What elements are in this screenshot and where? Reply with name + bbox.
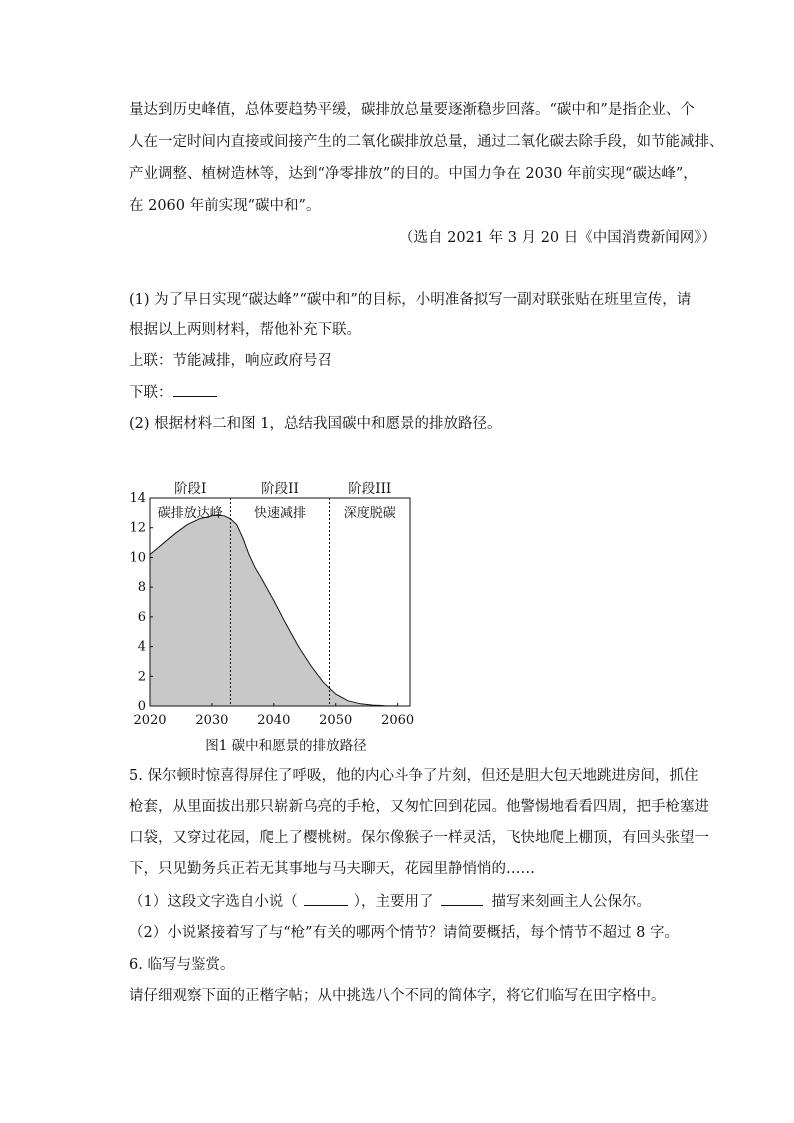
q5-line-1: 5. 保尔顿时惊喜得屏住了呼吸，他的内心斗争了片刻，但还是胆大包天地跳进房间，抓住 <box>129 768 699 784</box>
x-tick-label: 2050 <box>319 713 353 728</box>
x-tick-label: 2060 <box>381 713 415 728</box>
q5-sub1-part-b: ），主要用了 <box>353 894 434 910</box>
description-method-blank[interactable] <box>441 891 483 906</box>
passage-line-2: 人在一定时间内直接或间接产生的二氧化碳排放总量，通过二氧化碳去除手段，如节能减排、 <box>129 134 724 150</box>
stage-name-3: 阶段III <box>348 481 392 497</box>
stage-label-1: 碳排放达峰 <box>157 506 223 521</box>
y-tick-label: 10 <box>129 550 146 566</box>
y-tick-label: 14 <box>129 491 146 506</box>
lower-couplet-label: 下联： <box>129 385 173 401</box>
novel-title-blank[interactable] <box>304 891 348 906</box>
x-tick-label: 2040 <box>257 713 291 728</box>
stage-label-3: 深度脱碳 <box>343 506 396 521</box>
y-tick-label: 2 <box>137 669 146 685</box>
q1-text-line-2: 根据以上两则材料，帮他补充下联。 <box>129 322 361 338</box>
stage-name-1: 阶段I <box>174 481 207 497</box>
y-tick-label: 0 <box>137 699 146 714</box>
passage-line-3: 产业调整、植树造林等，达到“净零排放”的目的。中国力争在 2030 年前实现“碳达峰”， <box>129 166 698 182</box>
passage-source: （选自 2021 年 3 月 20 日《中国消费新闻网》） <box>399 230 716 246</box>
lower-couplet-row <box>129 382 217 403</box>
emission-chart <box>128 478 428 758</box>
q5-line-3: 口袋，又穿过花园，爬上了樱桃树。保尔像猴子一样灵活，飞快地爬上棚顶，有回头张望一 <box>129 830 709 846</box>
passage-line-4: 在 2060 年前实现“碳中和”。 <box>129 198 321 214</box>
y-tick-label: 12 <box>129 520 146 536</box>
q5-line-2: 枪套，从里面拔出那只崭新乌亮的手枪，又匆忙回到花园。他警惕地看看四周，把手枪塞进 <box>129 799 709 815</box>
stage-label-2: 快速减排 <box>253 506 307 521</box>
chart-caption: 图1 碳中和愿景的排放路径 <box>205 738 367 754</box>
y-tick-label: 4 <box>137 639 146 655</box>
q5-sub1-part-a: （1）这段文字选自小说（ <box>129 894 298 910</box>
upper-couplet: 上联：节能减排，响应政府号召 <box>129 353 332 369</box>
q6-instruction: 请仔细观察下面的正楷字帖；从中挑选八个不同的简体字，将它们临写在田字格中。 <box>129 988 666 1004</box>
q5-sub2: （2）小说紧接着写了与“枪”有关的哪两个情节？请简要概括，每个情节不超过 8 字。 <box>129 925 679 941</box>
y-tick-label: 6 <box>137 609 146 625</box>
q5-sub1-part-c: 描写来刻画主人公保尔。 <box>491 894 651 910</box>
q6-title: 6. 临写与鉴赏。 <box>129 957 235 973</box>
q1-text-line-1: (1) 为了早日实现“碳达峰”“碳中和”的目标，小明准备拟写一副对联张贴在班里宣传，请 <box>129 292 692 308</box>
passage-line-1: 量达到历史峰值，总体要趋势平缓，碳排放总量要逐渐稳步回落。“碳中和”是指企业、个 <box>129 102 695 118</box>
x-tick-label: 2030 <box>195 713 229 728</box>
area-layer <box>150 515 398 706</box>
x-tick-label: 2020 <box>133 713 167 728</box>
q2-text: (2) 根据材料二和图 1，总结我国碳中和愿景的排放路径。 <box>129 416 502 432</box>
q5-line-4: 下，只见勤务兵正若无其事地与马夫聊天，花园里静悄悄的…… <box>129 861 535 877</box>
lower-couplet-blank[interactable] <box>173 382 217 397</box>
stage-name-2: 阶段II <box>261 481 299 497</box>
q5-sub1 <box>129 891 651 912</box>
y-tick-label: 8 <box>137 580 146 596</box>
emission-area <box>150 515 398 706</box>
